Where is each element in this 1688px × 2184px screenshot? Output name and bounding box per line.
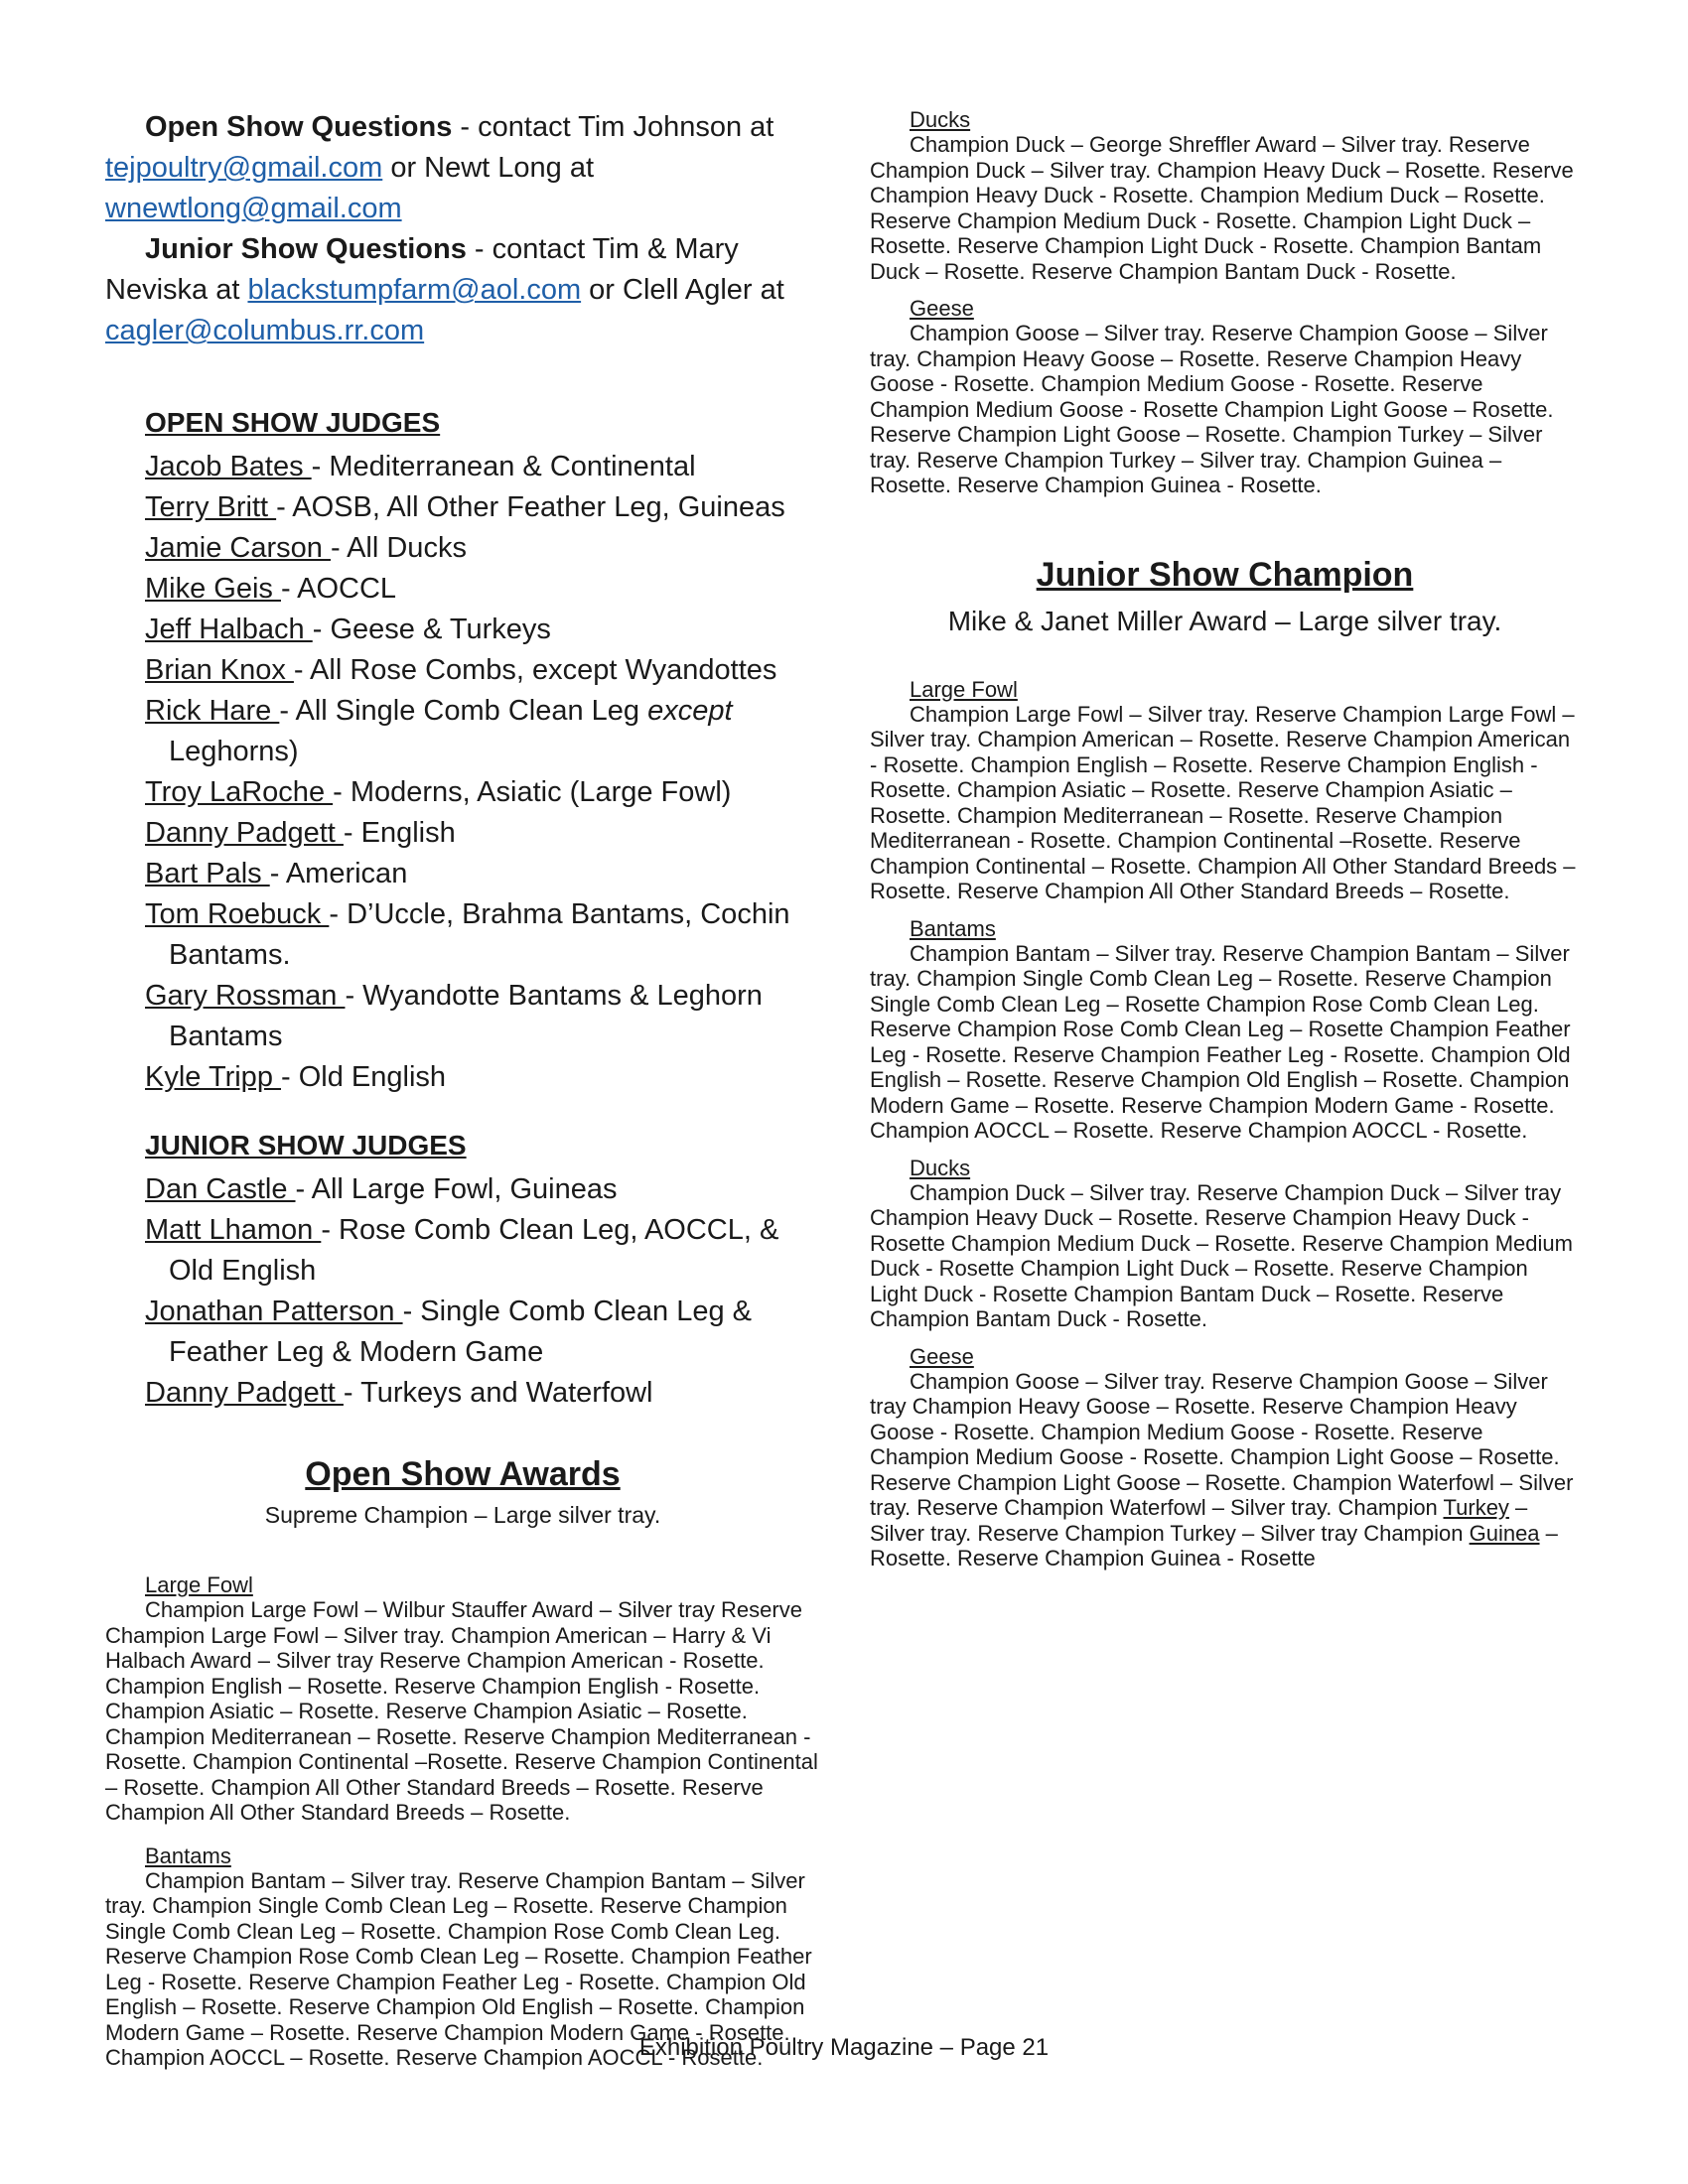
judge-desc: - Old English [281, 1061, 447, 1093]
junior-large-fowl-awards [870, 677, 1580, 904]
judge-entry [145, 528, 820, 569]
judge-desc: - Rose Comb Clean Leg, AOCCL, & Old English [169, 1214, 779, 1287]
category-heading: Large Fowl [910, 676, 1018, 702]
judge-entry [145, 1057, 820, 1098]
junior-contact-label: Junior Show Questions [145, 233, 467, 265]
judge-desc: - Moderns, Asiatic (Large Fowl) [333, 776, 732, 808]
page-footer: Exhibition Poultry Magazine – Page 21 [638, 2034, 1050, 2061]
judge-name: Bart Pals [145, 858, 270, 889]
open-email-link-1[interactable]: tejpoultry@gmail.com [105, 152, 383, 184]
judge-name: Terry Britt [145, 491, 277, 523]
junior-contact-text1: - contact Tim & Mary Neviska at [105, 233, 739, 306]
judge-name: Jacob Bates [145, 451, 312, 482]
junior-judges-heading: JUNIOR SHOW JUDGES [145, 1130, 467, 1160]
junior-show-contact [105, 229, 820, 351]
judge-name: Danny Padgett [145, 817, 344, 849]
category-text [870, 1369, 1580, 1571]
category-text: Champion Bantam – Silver tray. Reserve Champion Bantam – Silver tray. Champion Single Comb Clean Leg – Rosette. Reserve Champion Single Comb Clean Leg – Rosette. Champion Rose Comb Clean Leg. Reserve Champion Rose Comb Clean Leg – Rosette. Champion Feather Leg - Rosette. Reserve Champion Feather Leg - Rosette. Champion Old English – Rosette. Reserve Champion Old English – Rosette. Champion Modern Game – Rosette. Reserve Champion Modern Game - Rosette. Champion AOCCL – Rosette. Reserve Champion AOCCL - Rosette. [105, 1867, 812, 2070]
judge-name: Jonathan Patterson [145, 1296, 403, 1327]
open-judges-list [105, 447, 820, 1098]
judge-entry [145, 976, 820, 1057]
category-text: Champion Goose – Silver tray. Reserve Champion Goose – Silver tray. Champion Heavy Goose – Rosette. Reserve Champion Heavy Goose - Rosette. Champion Medium Goose - Rosette. Reserve Champion Medium Goose - Rosette Champion Light Goose – Rosette. Reserve Champion Light Goose – Rosette. Champion Turkey – Silver tray. Reserve Champion Turkey – Silver tray. Champion Guinea – Rosette. Reserve Champion Guinea - Rosette. [870, 321, 1554, 497]
junior-show-champion-section [870, 552, 1580, 1571]
open-awards-title: Open Show Awards [305, 1455, 621, 1493]
category-heading: Geese [910, 1343, 974, 1369]
judge-name: Rick Hare [145, 695, 280, 727]
open-ducks-awards [870, 107, 1580, 284]
open-judges-heading: OPEN SHOW JUDGES [145, 407, 441, 438]
judge-desc: - Wyandotte Bantams & Leghorn Bantams [169, 980, 763, 1052]
geese-text-before: Champion Goose – Silver tray. Reserve Champion Goose – Silver tray Champion Heavy Goose – Rosette. Reserve Champion Heavy Goose - Rosette. Champion Medium Goose - Rosette. Reserve Champion Medium Goose - Rosette. Champion Light Goose – Rosette. Reserve Champion Light Goose – Rosette. Champion Waterfowl – Silver tray. Reserve Champion Waterfowl – Silver tray. Champion [870, 1368, 1574, 1520]
geese-text-mid: – Silver tray. Reserve Champion Turkey – Silver tray Champion [870, 1495, 1528, 1546]
geese-text-after: – Rosette. Reserve Champion Guinea - Rosette [870, 1520, 1558, 1570]
judge-entry [145, 569, 820, 610]
judge-desc: - All Single Comb Clean Leg [279, 695, 648, 727]
judge-name: Tom Roebuck [145, 898, 330, 930]
turkey-word: Turkey [1443, 1495, 1509, 1520]
category-text: Champion Large Fowl – Silver tray. Reserve Champion Large Fowl – Silver tray. Champion American – Rosette. Reserve Champion American - Rosette. Champion English – Rosette. Reserve Champion English - Rosette. Champion Asiatic – Rosette. Reserve Champion Asiatic – Rosette. Champion Mediterranean – Rosette. Reserve Champion Mediterranean - Rosette. Champion Continental –Rosette. Reserve Champion Continental – Rosette. Champion All Other Standard Breeds – Rosette. Reserve Champion All Other Standard Breeds – Rosette. [870, 701, 1576, 903]
open-geese-awards [870, 296, 1580, 498]
right-column [870, 107, 1580, 1571]
judge-desc: - English [343, 817, 456, 849]
junior-champion-subtitle: Mike & Janet Miller Award – Large silver tray. [947, 605, 1502, 636]
open-show-contact [105, 107, 820, 229]
judge-desc-emphasis: except [647, 695, 733, 727]
judge-entry [145, 610, 820, 650]
judge-desc: - American [269, 858, 408, 889]
judge-desc: - Geese & Turkeys [312, 614, 551, 645]
judge-name: Jeff Halbach [145, 614, 313, 645]
junior-email-link-2[interactable]: cagler@columbus.rr.com [105, 315, 425, 346]
junior-email-link-1[interactable]: blackstumpfarm@aol.com [247, 274, 582, 306]
judge-name: Mike Geis [145, 573, 281, 605]
judge-entry [145, 1292, 820, 1373]
open-email-link-2[interactable]: wnewtlong@gmail.com [105, 193, 402, 224]
category-heading: Bantams [910, 915, 996, 941]
judge-name: Matt Lhamon [145, 1214, 322, 1246]
judge-entry [145, 1210, 820, 1292]
judge-name: Troy LaRoche [145, 776, 334, 808]
judge-entry [145, 650, 820, 691]
open-show-awards-section [105, 1451, 820, 2071]
junior-bantams-awards [870, 916, 1580, 1144]
judge-entry [145, 813, 820, 854]
judge-desc: - Mediterranean & Continental [311, 451, 696, 482]
category-heading: Geese [910, 296, 974, 321]
guinea-word: Guinea [1469, 1520, 1540, 1546]
open-contact-label: Open Show Questions [145, 111, 453, 143]
judge-name: Gary Rossman [145, 980, 346, 1012]
category-text: Champion Duck – Silver tray. Reserve Champion Duck – Silver tray Champion Heavy Duck – Rosette. Reserve Champion Heavy Duck - Rosette Champion Medium Duck – Rosette. Reserve Champion Medium Duck - Rosette Champion Light Duck – Rosette. Reserve Champion Light Duck - Rosette Champion Bantam Duck – Rosette. Reserve Champion Bantam Duck - Rosette. [870, 1179, 1573, 1331]
open-contact-text2: or Newt Long at [382, 152, 595, 184]
junior-contact-text2: or Clell Agler at [581, 274, 784, 306]
judge-name: Danny Padgett [145, 1377, 344, 1409]
judge-desc-after: Leghorns) [169, 736, 299, 767]
judge-name: Jamie Carson [145, 532, 331, 564]
judge-entry [145, 772, 820, 813]
category-text: Champion Large Fowl – Wilbur Stauffer Award – Silver tray Reserve Champion Large Fowl – Silver tray. Champion American – Harry & Vi Halbach Award – Silver tray Reserve Champion American - Rosette. Champion English – Rosette. Reserve Champion English - Rosette. Champion Asiatic – Rosette. Reserve Champion Asiatic – Rosette. Champion Mediterranean – Rosette. Reserve Champion Mediterranean - Rosette. Champion Continental –Rosette. Reserve Champion Continental – Rosette. Champion All Other Standard Breeds – Rosette. Reserve Champion All Other Standard Breeds – Rosette. [105, 1597, 818, 1825]
category-heading: Ducks [910, 107, 971, 132]
judge-desc: - D’Uccle, Brahma Bantams, Cochin Bantams. [169, 898, 790, 971]
judge-entry [145, 894, 820, 976]
judge-entry [145, 1169, 820, 1210]
open-awards-subtitle: Supreme Champion – Large silver tray. [264, 1502, 661, 1528]
open-contact-text1: - contact Tim Johnson at [452, 111, 774, 143]
judge-entry [145, 854, 820, 894]
judge-entry [145, 447, 820, 487]
judge-desc: - All Large Fowl, Guineas [295, 1173, 618, 1205]
category-text: Champion Duck – George Shreffler Award – Silver tray. Reserve Champion Duck – Silver tray. Champion Heavy Duck – Rosette. Reserve Champion Heavy Duck - Rosette. Champion Medium Duck – Rosette. Reserve Champion Medium Duck - Rosette. Champion Light Duck – Rosette. Reserve Champion Light Duck - Rosette. Champion Bantam Duck – Rosette. Reserve Champion Bantam Duck - Rosette. [870, 132, 1574, 284]
junior-geese-awards [870, 1344, 1580, 1571]
open-large-fowl-awards [105, 1572, 820, 1826]
category-heading: Bantams [145, 1843, 231, 1868]
judge-name: Kyle Tripp [145, 1061, 281, 1093]
judge-entry [145, 691, 820, 772]
judge-desc: - Single Comb Clean Leg & Feather Leg & Modern Game [169, 1296, 752, 1368]
judge-entry [145, 1373, 820, 1414]
judge-desc: - All Ducks [330, 532, 467, 564]
judge-entry [145, 487, 820, 528]
category-heading: Ducks [910, 1155, 971, 1180]
junior-judges-list [105, 1169, 820, 1414]
judge-desc: - AOSB, All Other Feather Leg, Guineas [276, 491, 785, 523]
judge-desc: - All Rose Combs, except Wyandottes [293, 654, 777, 686]
judge-name: Dan Castle [145, 1173, 296, 1205]
junior-ducks-awards [870, 1156, 1580, 1332]
junior-champion-title: Junior Show Champion [1036, 555, 1414, 594]
judge-desc: - Turkeys and Waterfowl [343, 1377, 653, 1409]
left-column [105, 107, 820, 2071]
judge-desc: - AOCCL [280, 573, 397, 605]
category-heading: Large Fowl [145, 1572, 253, 1597]
judge-name: Brian Knox [145, 654, 294, 686]
category-text: Champion Bantam – Silver tray. Reserve Champion Bantam – Silver tray. Champion Single Comb Clean Leg – Rosette. Reserve Champion Single Comb Clean Leg – Rosette Champion Rose Comb Clean Leg. Reserve Champion Rose Comb Clean Leg – Rosette Champion Feather Leg - Rosette. Reserve Champion Feather Leg - Rosette. Champion Old English – Rosette. Reserve Champion Old English – Rosette. Champion Modern Game – Rosette. Reserve Champion Modern Game - Rosette. Champion AOCCL – Rosette. Reserve Champion AOCCL - Rosette. [870, 940, 1571, 1143]
